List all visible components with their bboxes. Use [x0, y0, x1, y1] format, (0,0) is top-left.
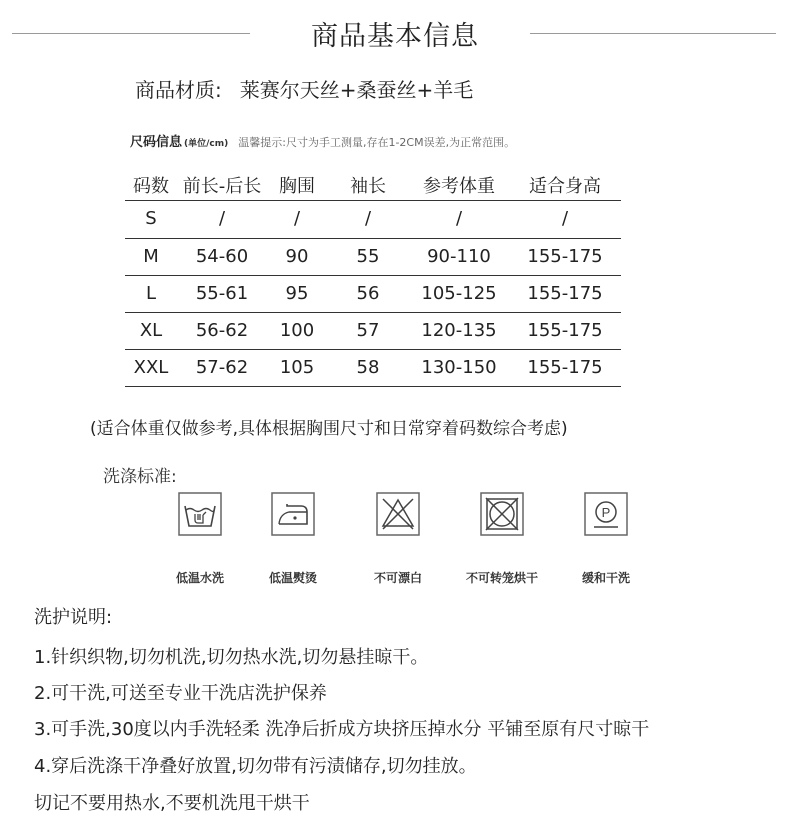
gentle-dry-clean-icon — [584, 492, 628, 536]
table-cell: 55 — [356, 246, 380, 267]
table-header-cell: 胸围 — [279, 176, 315, 197]
table-cell: M — [143, 246, 159, 267]
iron-label: 低温熨烫 — [268, 571, 317, 585]
size-info-heading — [130, 131, 515, 150]
table-cell: 155-175 — [527, 320, 603, 341]
table-cell: XL — [139, 320, 163, 341]
table-row — [125, 275, 621, 312]
table-cell: 155-175 — [527, 283, 603, 304]
care-line: 1.针织织物,切勿机洗,切勿热水洗,切勿悬挂晾干。 — [34, 647, 429, 668]
no-tumble-dry-icon — [480, 492, 524, 536]
table-cell: 57-62 — [195, 357, 249, 378]
header-line-right — [530, 33, 776, 34]
table-row — [125, 200, 621, 237]
care-line: 切记不要用热水,不要机洗甩干烘干 — [34, 793, 310, 814]
table-header-cell: 适合身高 — [529, 176, 601, 197]
table-cell: / — [561, 208, 569, 229]
material-info — [135, 74, 473, 103]
size-note: (适合体重仅做参考,具体根据胸围尺寸和日常穿着码数综合考虑) — [90, 419, 568, 439]
table-cell: 95 — [285, 283, 309, 304]
wash-title: 洗涤标准: — [103, 467, 177, 487]
table-cell: 56 — [356, 283, 380, 304]
table-row — [125, 238, 621, 275]
dry-clean-label: 缓和干洗 — [581, 571, 630, 585]
table-cell: 100 — [279, 320, 315, 341]
table-cell: 130-150 — [421, 357, 497, 378]
table-header-cell: 码数 — [133, 176, 169, 197]
table-bottom-rule — [125, 386, 621, 387]
table-cell: 155-175 — [527, 357, 603, 378]
table-header-cell: 袖长 — [350, 176, 386, 197]
table-row — [125, 349, 621, 386]
table-cell: 58 — [356, 357, 380, 378]
table-cell: / — [293, 208, 301, 229]
table-cell: 90 — [285, 246, 309, 267]
page-title: 商品基本信息 — [311, 21, 479, 52]
size-info-unit: (单位/cm) — [184, 139, 229, 149]
table-header-row — [125, 172, 621, 200]
material-label: 商品材质: — [135, 78, 222, 102]
table-cell: 54-60 — [195, 246, 249, 267]
table-cell: 90-110 — [427, 246, 491, 267]
table-cell: / — [218, 208, 226, 229]
table-cell: 105 — [279, 357, 315, 378]
table-header-cell: 参考体重 — [423, 176, 495, 197]
table-row — [125, 312, 621, 349]
table-cell: L — [145, 283, 157, 304]
bleach-label: 不可漂白 — [373, 571, 422, 585]
size-info-tip: 温馨提示:尺寸为手工测量,存在1-2CM误差,为正常范围。 — [238, 136, 516, 149]
table-cell: 55-61 — [195, 283, 249, 304]
care-title: 洗护说明: — [34, 607, 113, 628]
tumble-dry-label: 不可转笼烘干 — [465, 571, 538, 585]
no-bleach-icon — [376, 492, 420, 536]
care-line: 2.可干洗,可送至专业干洗店洗护保养 — [34, 683, 327, 704]
care-line: 4.穿后洗涤干净叠好放置,切勿带有污渍储存,切勿挂放。 — [34, 756, 477, 777]
table-cell: / — [364, 208, 372, 229]
table-header-cell: 前长-后长 — [182, 176, 262, 197]
size-info-title: 尺码信息 — [130, 135, 183, 150]
wash-label: 低温水洗 — [175, 571, 224, 585]
table-cell: 56-62 — [195, 320, 249, 341]
table-cell: 155-175 — [527, 246, 603, 267]
svg-text:P: P — [601, 505, 611, 520]
low-temp-iron-icon — [271, 492, 315, 536]
table-cell: 120-135 — [421, 320, 497, 341]
table-cell: S — [145, 208, 157, 229]
table-cell: / — [455, 208, 463, 229]
material-value: 莱赛尔天丝+桑蚕丝+羊毛 — [239, 78, 474, 102]
low-temp-wash-icon — [178, 492, 222, 536]
table-cell: 105-125 — [421, 283, 497, 304]
table-cell: 57 — [356, 320, 380, 341]
care-line: 3.可手洗,30度以内手洗轻柔 洗净后折成方块挤压掉水分 平铺至原有尺寸晾干 — [34, 719, 650, 740]
table-cell: XXL — [133, 357, 169, 378]
